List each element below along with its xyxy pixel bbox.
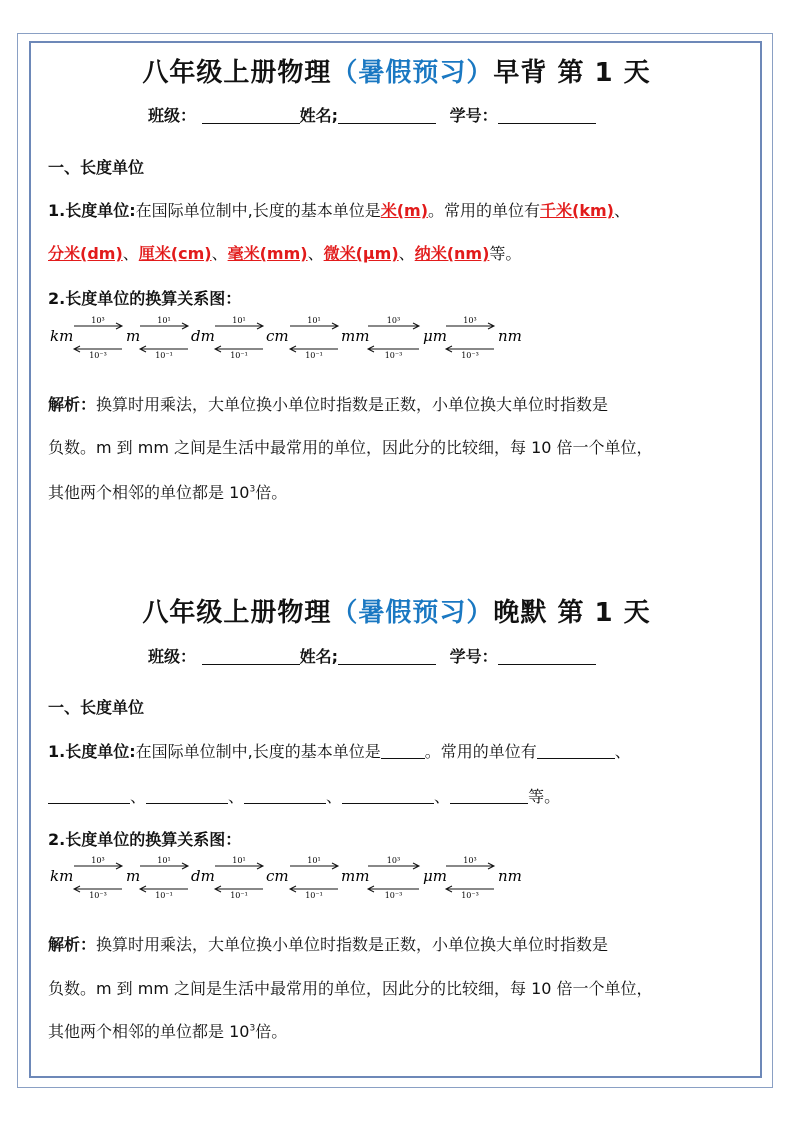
backward-factor-label: 10⁻¹	[155, 891, 173, 899]
name-label: 姓名;	[299, 647, 338, 666]
unit-cm-answer: 厘米(cm)	[138, 244, 212, 263]
class-label: 班级：	[148, 106, 197, 125]
unit-6-label: μm	[423, 867, 447, 885]
backward-factor-label: 10⁻³	[89, 891, 107, 899]
evening-conversion-diagram	[48, 853, 528, 899]
title-prefix: 八年级上册物理	[142, 598, 332, 628]
sep: 、	[122, 244, 139, 263]
unit-km-answer: 千米(km)	[540, 201, 614, 220]
title-suffix: 晚默 第 1 天	[493, 598, 651, 628]
title-highlight: （暑假预习）	[331, 58, 494, 88]
morning-title	[0, 52, 793, 89]
forward-factor-label: 10³	[91, 316, 105, 325]
unit-4-label: cm	[266, 867, 289, 885]
analysis-text: 倍。	[255, 1022, 288, 1041]
class-blank[interactable]	[202, 107, 300, 124]
item1-end: 等。	[489, 244, 522, 263]
forward-factor-label: 10³	[463, 316, 477, 325]
conversion-diagram-svg	[48, 313, 528, 359]
analysis-text: 其他两个相邻的单位都是 10	[48, 483, 250, 502]
sep: 、	[326, 787, 343, 806]
backward-factor-label: 10⁻¹	[230, 351, 248, 359]
number-blank[interactable]	[498, 648, 596, 665]
unit-7-label: nm	[498, 867, 522, 885]
unit-5-label: mm	[341, 327, 370, 345]
analysis-text: 其他两个相邻的单位都是 10	[48, 1022, 250, 1041]
forward-factor-label: 10¹	[232, 856, 246, 865]
exponent: 3	[249, 1023, 256, 1034]
item1-text: 在国际单位制中,长度的基本单位是	[135, 742, 381, 761]
evening-student-info	[148, 644, 596, 667]
unit-5-label: mm	[341, 867, 370, 885]
morning-analysis-line1	[48, 392, 608, 415]
unit-mm-answer: 毫米(mm)	[227, 244, 308, 263]
class-label: 班级：	[148, 647, 197, 666]
forward-factor-label: 10¹	[232, 316, 246, 325]
name-label: 姓名;	[299, 106, 338, 125]
sep: 、	[614, 742, 631, 761]
morning-student-info	[148, 103, 596, 126]
unit-2-label: m	[126, 867, 141, 885]
title-prefix: 八年级上册物理	[142, 58, 332, 88]
evening-analysis-line3	[48, 1019, 287, 1042]
backward-factor-label: 10⁻¹	[305, 351, 323, 359]
item1-text-b: 。常用的单位有	[428, 201, 541, 220]
forward-factor-label: 10¹	[157, 316, 171, 325]
morning-analysis-line3	[48, 480, 287, 503]
unit-blank[interactable]	[342, 789, 434, 804]
backward-factor-label: 10⁻³	[89, 351, 107, 359]
forward-factor-label: 10³	[386, 856, 401, 865]
morning-item1-line2	[48, 241, 521, 264]
analysis-text: 倍。	[255, 483, 288, 502]
item1-end: 等。	[528, 787, 561, 806]
analysis-text: 换算时用乘法，大单位换小单位时指数是正数，小单位换大单位时指数是	[96, 395, 609, 414]
number-label: 学号：	[449, 647, 498, 666]
item1-text: 在国际单位制中,长度的基本单位是	[135, 201, 381, 220]
sep: 、	[434, 787, 451, 806]
unit-um-answer: 微米(μm)	[323, 244, 399, 263]
evening-item1-line1	[48, 739, 631, 762]
unit-1-label: km	[50, 867, 74, 885]
exponent: 3	[249, 484, 256, 495]
item1-text-b: 。常用的单位有	[424, 742, 537, 761]
unit-blank[interactable]	[537, 744, 615, 759]
inner-frame	[29, 41, 762, 1078]
forward-factor-label: 10³	[91, 856, 105, 865]
analysis-label: 解析：	[48, 935, 97, 954]
unit-nm-answer: 纳米(nm)	[414, 244, 490, 263]
unit-1-label: km	[50, 327, 74, 345]
backward-factor-label: 10⁻³	[461, 891, 479, 899]
unit-2-label: m	[126, 327, 141, 345]
morning-conversion-diagram	[48, 313, 528, 359]
unit-6-label: μm	[423, 327, 447, 345]
unit-blank[interactable]	[450, 789, 528, 804]
morning-item2-label: 2.长度单位的换算关系图：	[48, 289, 242, 308]
unit-blank[interactable]	[48, 789, 130, 804]
sep: 、	[307, 244, 324, 263]
item1-label: 1.长度单位:	[48, 742, 136, 761]
item1-label: 1.长度单位:	[48, 201, 136, 220]
evening-analysis-line2: 负数。m 到 mm 之间是生活中最常用的单位，因此分的比较细，每 10 倍一个单位，	[48, 979, 653, 998]
base-unit-blank[interactable]	[381, 744, 425, 759]
backward-factor-label: 10⁻¹	[155, 351, 173, 359]
title-suffix: 早背 第 1 天	[493, 58, 651, 88]
number-label: 学号：	[449, 106, 498, 125]
conversion-diagram-svg	[48, 853, 528, 899]
sep: 、	[614, 201, 631, 220]
unit-7-label: nm	[498, 327, 522, 345]
evening-item1-line2	[48, 784, 560, 807]
backward-factor-label: 10⁻³	[384, 891, 403, 899]
sep: 、	[398, 244, 415, 263]
unit-4-label: cm	[266, 327, 289, 345]
name-blank[interactable]	[338, 648, 436, 665]
forward-factor-label: 10¹	[307, 856, 321, 865]
forward-factor-label: 10¹	[157, 856, 171, 865]
analysis-label: 解析：	[48, 395, 97, 414]
morning-analysis-line2: 负数。m 到 mm 之间是生活中最常用的单位，因此分的比较细，每 10 倍一个单位，	[48, 438, 653, 457]
sep: 、	[130, 787, 147, 806]
unit-blank[interactable]	[244, 789, 326, 804]
number-blank[interactable]	[498, 107, 596, 124]
backward-factor-label: 10⁻¹	[230, 891, 248, 899]
unit-blank[interactable]	[146, 789, 228, 804]
unit-3-label: dm	[191, 867, 215, 885]
backward-factor-label: 10⁻¹	[305, 891, 323, 899]
backward-factor-label: 10⁻³	[461, 351, 479, 359]
evening-analysis-line1	[48, 932, 608, 955]
forward-factor-label: 10¹	[307, 316, 321, 325]
base-unit-answer: 米(m)	[380, 201, 429, 220]
forward-factor-label: 10³	[386, 316, 401, 325]
unit-dm-answer: 分米(dm)	[48, 244, 123, 263]
sep: 、	[228, 787, 245, 806]
morning-section-heading: 一、长度单位	[48, 158, 145, 177]
evening-item2-label: 2.长度单位的换算关系图：	[48, 830, 242, 849]
class-blank[interactable]	[202, 648, 300, 665]
name-blank[interactable]	[338, 107, 436, 124]
title-highlight: （暑假预习）	[331, 598, 494, 628]
sep: 、	[211, 244, 228, 263]
forward-factor-label: 10³	[463, 856, 477, 865]
analysis-text: 换算时用乘法，大单位换小单位时指数是正数，小单位换大单位时指数是	[96, 935, 609, 954]
backward-factor-label: 10⁻³	[384, 351, 403, 359]
unit-3-label: dm	[191, 327, 215, 345]
morning-item1-line1	[48, 198, 630, 221]
evening-section-heading: 一、长度单位	[48, 698, 145, 717]
evening-title	[0, 592, 793, 629]
